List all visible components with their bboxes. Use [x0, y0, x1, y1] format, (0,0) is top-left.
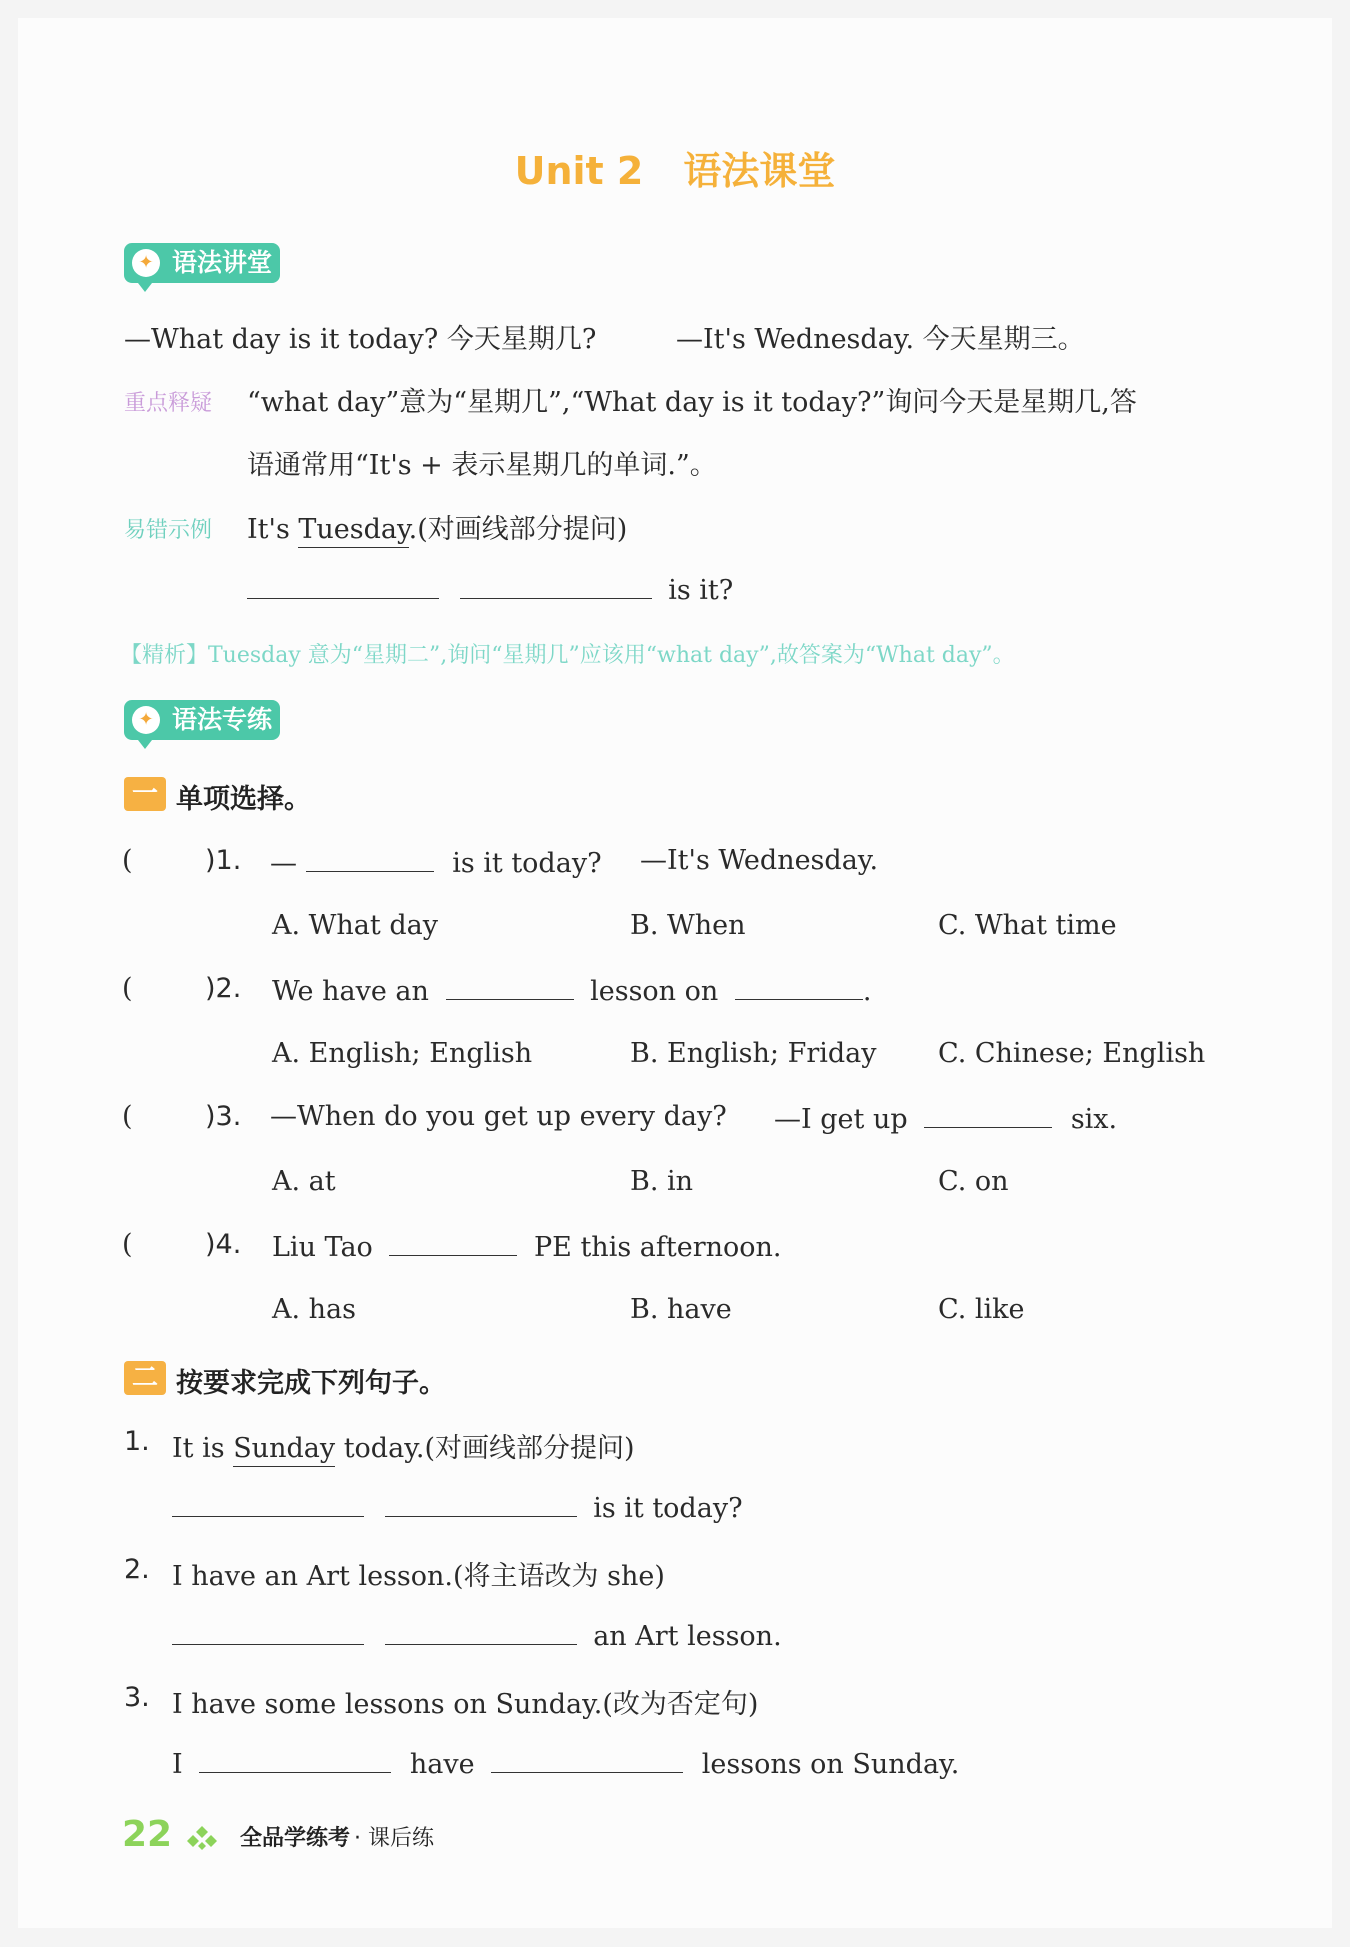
item-1-answer: is it today? [172, 1490, 743, 1524]
item-2-sentence: I have an Art lesson.(将主语改为 she) [172, 1561, 665, 1592]
answer-blank[interactable] [446, 973, 574, 1000]
answer-bracket[interactable]: ( [122, 1229, 133, 1260]
key-point-text-1: “what day”意为“星期几”,“What day is it today?”询问今天是星期几,答 [247, 387, 1137, 418]
section-title-1: 单项选择。 [176, 784, 311, 815]
lightbulb-icon: ✦ [132, 249, 160, 277]
option-a[interactable]: A. at [272, 1166, 336, 1197]
option-c[interactable]: C. like [938, 1294, 1025, 1325]
question-2-stem: We have an lesson on . [272, 973, 871, 1007]
brand-label: 全品学练考 · 课后练 [240, 1826, 435, 1851]
answer-blank[interactable] [172, 1618, 364, 1645]
answer-blank[interactable] [199, 1746, 391, 1773]
question-4-stem: Liu Tao PE this afternoon. [272, 1229, 781, 1263]
option-b[interactable]: B. have [630, 1294, 732, 1325]
tag-label: 语法讲堂 [172, 248, 273, 277]
page-title [0, 140, 1350, 195]
question-number: )2. [205, 973, 242, 1004]
item-number: 1. [124, 1426, 150, 1457]
question-1-stem: — is it today? [270, 845, 602, 879]
answer-bracket[interactable]: ( [122, 845, 133, 876]
answer-bracket[interactable]: ( [122, 1101, 133, 1132]
option-b[interactable]: B. English; Friday [630, 1038, 877, 1069]
section-title-2: 按要求完成下列句子。 [176, 1368, 446, 1399]
question-3-reply: —I get up six. [774, 1101, 1117, 1135]
option-a[interactable]: A. has [272, 1294, 357, 1325]
answer-blank[interactable] [385, 1618, 577, 1645]
answer-blank[interactable] [460, 572, 652, 599]
question-number: )3. [205, 1101, 242, 1132]
answer-blank[interactable] [172, 1490, 364, 1517]
answer-blank[interactable] [924, 1101, 1052, 1128]
lightbulb-icon: ✦ [132, 706, 160, 734]
tag-label: 语法专练 [172, 705, 273, 734]
question-3-stem: —When do you get up every day? [270, 1101, 727, 1132]
item-2-answer: an Art lesson. [172, 1618, 782, 1652]
answer-bracket[interactable]: ( [122, 973, 133, 1004]
example-question: —What day is it today? 今天星期几? [124, 324, 597, 355]
option-b[interactable]: B. When [630, 910, 746, 941]
answer-blank[interactable] [385, 1490, 577, 1517]
option-a[interactable]: A. What day [272, 910, 438, 941]
option-b[interactable]: B. in [630, 1166, 694, 1197]
error-example-sentence: It's Tuesday.(对画线部分提问) [247, 507, 627, 546]
unit-label: Unit 2 [514, 149, 644, 193]
answer-blank[interactable] [491, 1746, 683, 1773]
item-number: 2. [124, 1554, 150, 1585]
item-1-sentence: It is Sunday today.(对画线部分提问) [172, 1426, 635, 1465]
question-number: )1. [205, 845, 242, 876]
option-c[interactable]: C. Chinese; English [938, 1038, 1206, 1069]
topic-label: 语法课堂 [683, 149, 836, 193]
section-number-2: 二 [124, 1361, 166, 1395]
item-3-sentence: I have some lessons on Sunday.(改为否定句) [172, 1689, 759, 1720]
key-point-text-2: 语通常用“It's + 表示星期几的单词.”。 [247, 450, 717, 481]
answer-blank[interactable] [306, 845, 434, 872]
question-number: )4. [205, 1229, 242, 1260]
page-number: 22 [122, 1814, 173, 1855]
question-1-reply: —It's Wednesday. [640, 845, 879, 876]
grammar-practice-tag [124, 700, 280, 740]
answer-blank[interactable] [735, 973, 863, 1000]
section-number-1: 一 [124, 777, 166, 811]
option-c[interactable]: C. on [938, 1166, 1009, 1197]
answer-blank[interactable] [389, 1229, 517, 1256]
error-example-answer: is it? [247, 572, 733, 606]
item-number: 3. [124, 1682, 150, 1713]
example-answer: —It's Wednesday. 今天星期三。 [676, 324, 1085, 355]
key-point-label: 重点释疑 [124, 391, 213, 416]
option-a[interactable]: A. English; English [272, 1038, 533, 1069]
error-example-label: 易错示例 [124, 518, 213, 543]
answer-blank[interactable] [247, 572, 439, 599]
diamond-cluster-icon [185, 1824, 219, 1854]
analysis-note: 【精析】Tuesday 意为“星期二”,询问“星期几”应该用“what day”,故答案为“What day”。 [120, 643, 1015, 668]
underlined-word: Sunday [233, 1433, 335, 1467]
grammar-lecture-tag [124, 243, 280, 283]
item-3-answer: I have lessons on Sunday. [172, 1746, 959, 1780]
option-c[interactable]: C. What time [938, 910, 1117, 941]
underlined-word: Tuesday [298, 514, 408, 548]
